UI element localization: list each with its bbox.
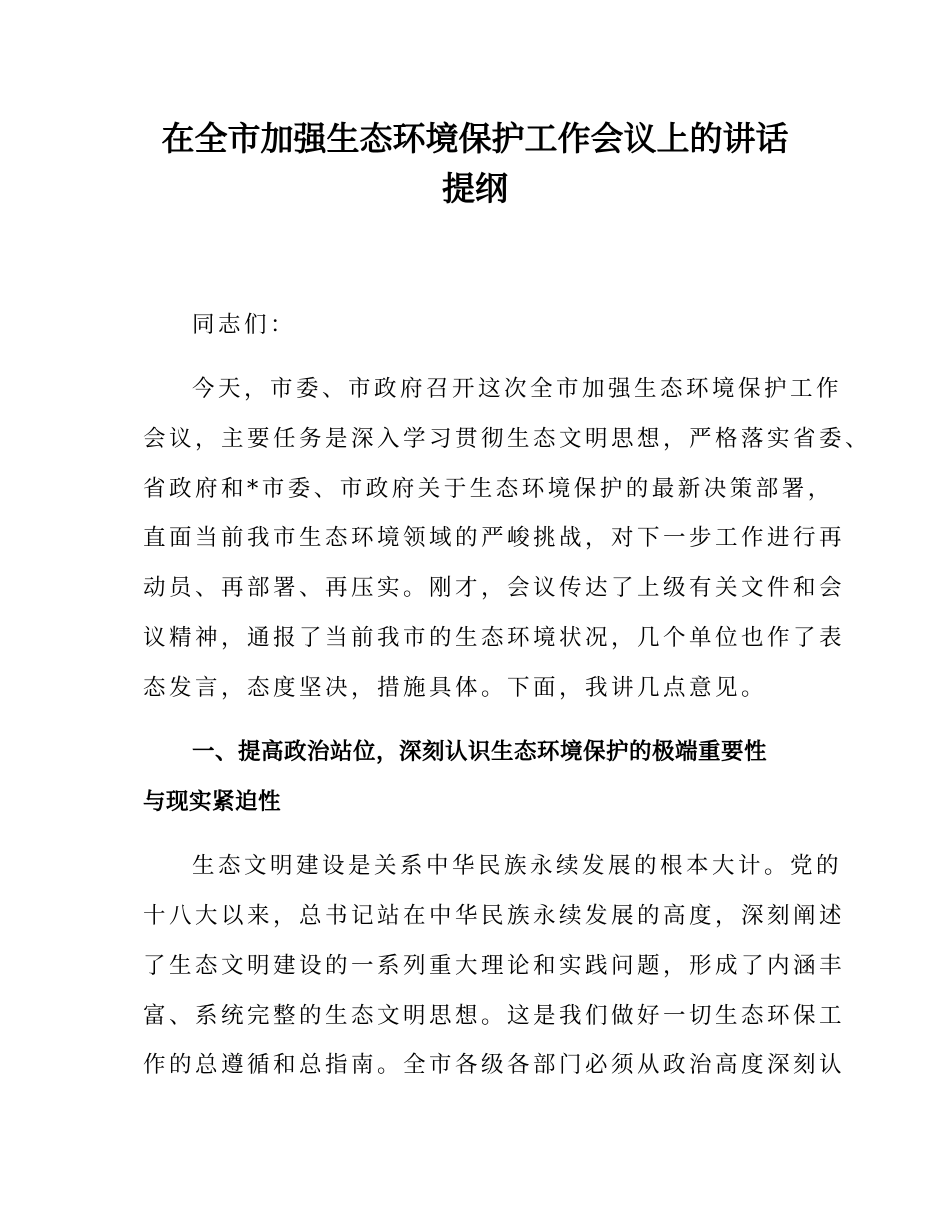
paragraph-1-line: 省政府和*市委、市政府关于生态环境保护的最新决策部署， (143, 476, 834, 502)
paragraph-2-line: 生态文明建设是关系中华民族永续发展的根本大计。党的 (192, 853, 843, 879)
paragraph-2-line: 作的总遵循和总指南。全市各级各部门必须从政治高度深刻认 (143, 1052, 846, 1078)
paragraph-1-line: 态发言，态度坚决，措施具体。下面，我讲几点意见。 (143, 675, 768, 701)
document-title-line-1: 在全市加强生态环境保护工作会议上的讲话 (161, 119, 789, 158)
salutation: 同志们： (192, 312, 297, 338)
paragraph-2-line: 了生态文明建设的一系列重大理论和实践问题，形成了内涵丰 (143, 953, 846, 979)
document-title-line-2: 提纲 (442, 169, 508, 208)
section-1-heading-line: 一、提高政治站位，深刻认识生态环境保护的极端重要性 (192, 739, 768, 765)
paragraph-2-line: 十八大以来，总书记站在中华民族永续发展的高度，深刻阐述 (143, 903, 846, 929)
paragraph-1-line: 议精神，通报了当前我市的生态环境状况，几个单位也作了表 (143, 625, 846, 651)
paragraph-2-line: 富、系统完整的生态文明思想。这是我们做好一切生态环保工 (143, 1003, 846, 1029)
paragraph-1-line: 动员、再部署、再压实。刚才，会议传达了上级有关文件和会 (143, 575, 846, 601)
paragraph-1-line: 直面当前我市生态环境领域的严峻挑战，对下一步工作进行再 (143, 525, 846, 551)
paragraph-1-line: 会议，主要任务是深入学习贯彻生态文明思想，严格落实省委、 (143, 426, 872, 452)
paragraph-1-line: 今天，市委、市政府召开这次全市加强生态环境保护工作 (192, 376, 843, 402)
section-1-heading-line: 与现实紧迫性 (143, 789, 282, 815)
